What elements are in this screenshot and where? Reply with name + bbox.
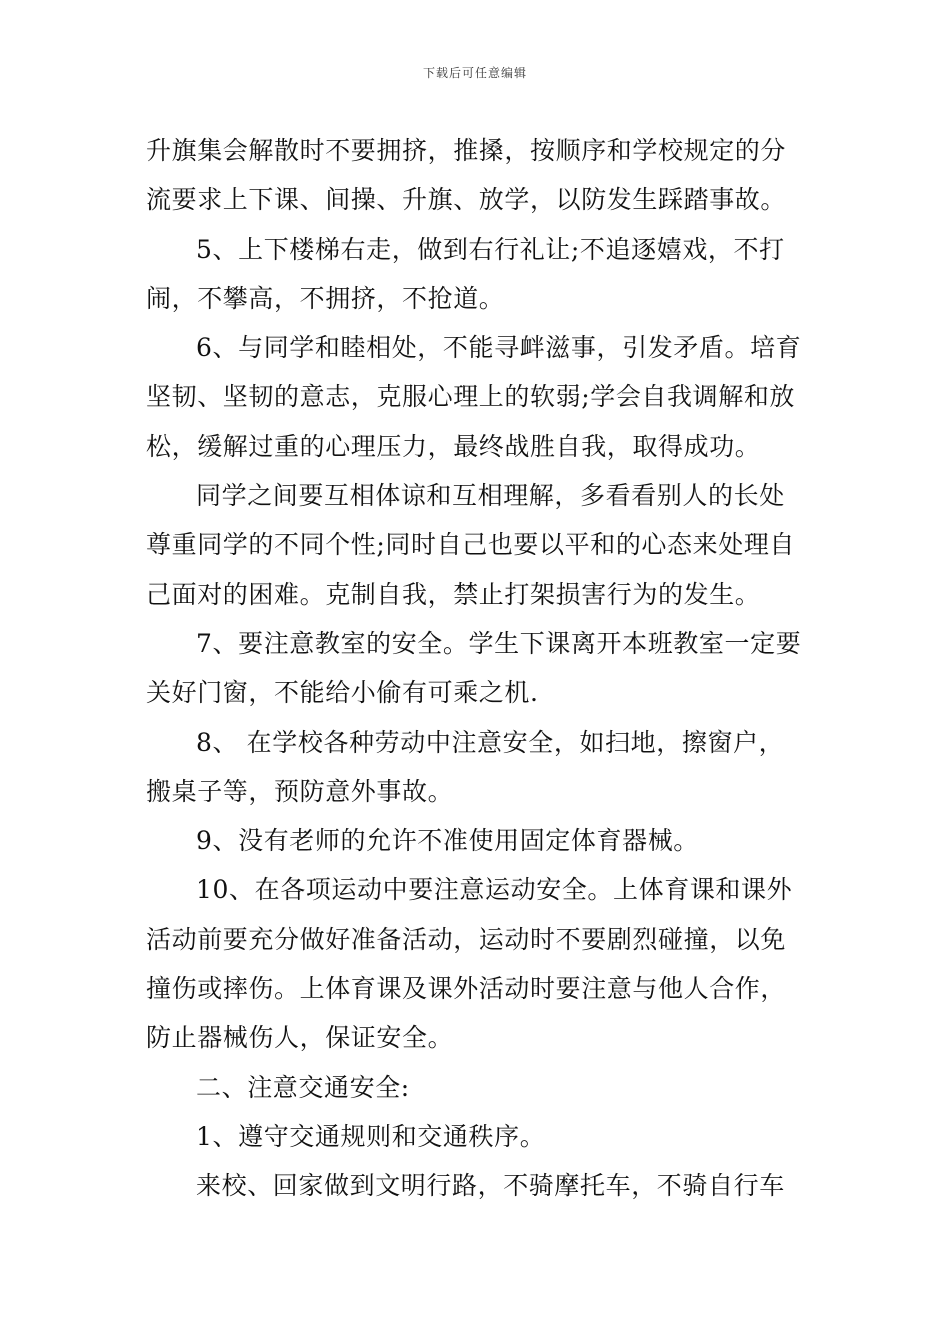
text-line: 二、注意交通安全: [196,1072,410,1102]
text-line: 10、在各项运动中要注意运动安全。上体育课和课外 [196,875,793,905]
text-line: 6、与同学和睦相处，不能寻衅滋事，引发矛盾。培育 [196,333,802,363]
text-line: 9、没有老师的允许不准使用固定体育器械。 [196,826,699,856]
document-body [146,126,808,1211]
text-line: 来校、回家做到文明行路，不骑摩托车，不骑自行车 [196,1171,785,1201]
text-line: 搬桌子等，预防意外事故。 [146,776,454,806]
text-line: 松，缓解过重的心理压力，最终战胜自我，取得成功。 [146,431,761,461]
text-line: 撞伤或摔伤。上体育课及课外活动时要注意与他人合作， [146,974,787,1004]
text-line: 同学之间要互相体谅和互相理解，多看看别人的长处 [196,481,785,511]
text-line: 尊重同学的不同个性;同时自己也要以平和的心态来处理自 [146,530,796,560]
text-line: 1、遵守交通规则和交通秩序。 [196,1121,546,1151]
text-line: 闹，不攀高，不拥挤，不抢道。 [146,283,505,313]
text-line: 5、上下楼梯右走，做到右行礼让;不追逐嬉戏，不打 [196,234,785,264]
text-line: 关好门窗，不能给小偷有可乘之机. [146,678,539,708]
text-line: 坚韧、坚韧的意志，克服心理上的软弱;学会自我调解和放 [146,382,796,412]
text-line: 活动前要充分做好准备活动，运动时不要剧烈碰撞，以免 [146,924,787,954]
text-line: 8、 在学校各种劳动中注意安全，如扫地，擦窗户， [196,727,785,757]
page-header: 下载后可任意编辑 [422,66,527,80]
text-line: 己面对的困难。克制自我，禁止打架损害行为的发生。 [146,579,761,609]
text-line: 7、要注意教室的安全。学生下课离开本班教室一定要 [196,628,802,658]
text-line: 升旗集会解散时不要拥挤，推搡，按顺序和学校规定的分 [146,136,787,165]
text-line: 防止器械伤人，保证安全。 [146,1023,454,1053]
text-line: 流要求上下课、间操、升旗、放学，以防发生踩踏事故。 [146,185,787,215]
